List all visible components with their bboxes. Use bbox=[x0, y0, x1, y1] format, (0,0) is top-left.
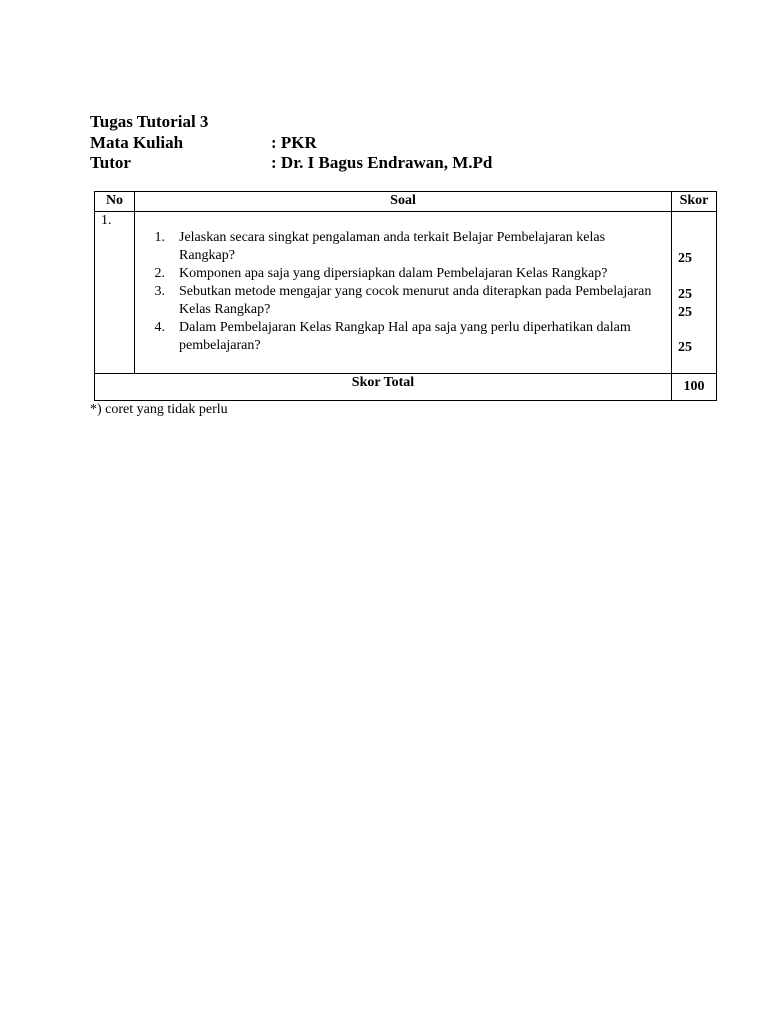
total-row bbox=[95, 374, 717, 401]
question-score: 25 bbox=[678, 287, 692, 302]
tutor-value: : Dr. I Bagus Endrawan, M.Pd bbox=[271, 153, 493, 172]
question-score: 25 bbox=[678, 305, 692, 320]
document-header bbox=[90, 112, 492, 174]
question-text: Sebutkan metode mengajar yang cocok menurut anda diterapkan pada Pembelajaran Kelas Rangkap? bbox=[179, 284, 652, 317]
question-item bbox=[135, 319, 671, 355]
question-number: 2. bbox=[154, 266, 165, 281]
assignment-title: Tugas Tutorial 3 bbox=[90, 112, 209, 131]
table-header-row bbox=[95, 192, 717, 212]
question-list bbox=[135, 229, 671, 355]
title-row bbox=[90, 112, 492, 133]
question-score: 25 bbox=[678, 251, 692, 266]
question-item bbox=[135, 265, 671, 283]
total-value: 100 bbox=[672, 374, 717, 401]
tutor-label: Tutor bbox=[90, 153, 131, 172]
header-soal: Soal bbox=[135, 192, 672, 212]
row-number: 1. bbox=[95, 212, 135, 374]
question-number: 1. bbox=[154, 230, 165, 245]
scores-cell bbox=[672, 212, 717, 374]
question-item bbox=[135, 229, 671, 265]
question-number: 4. bbox=[154, 320, 165, 335]
header-skor: Skor bbox=[672, 192, 717, 212]
course-value: : PKR bbox=[271, 132, 317, 152]
question-item bbox=[135, 283, 671, 319]
questions-cell bbox=[135, 212, 672, 374]
question-number: 3. bbox=[154, 284, 165, 299]
question-text: Jelaskan secara singkat pengalaman anda terkait Belajar Pembelajaran kelas Rangkap? bbox=[179, 230, 606, 263]
question-text: Dalam Pembelajaran Kelas Rangkap Hal apa saja yang perlu diperhatikan dalam pembelajaran? bbox=[179, 320, 631, 353]
question-score: 25 bbox=[678, 340, 692, 355]
header-no: No bbox=[95, 192, 135, 212]
course-row bbox=[90, 133, 492, 154]
total-label: Skor Total bbox=[95, 374, 672, 401]
table-row bbox=[95, 212, 717, 374]
question-text: Komponen apa saja yang dipersiapkan dalam Pembelajaran Kelas Rangkap? bbox=[179, 266, 608, 281]
course-label: Mata Kuliah bbox=[90, 132, 184, 152]
footnote: *) coret yang tidak perlu bbox=[90, 402, 228, 417]
tutor-row bbox=[90, 153, 492, 174]
questions-table bbox=[94, 191, 717, 401]
